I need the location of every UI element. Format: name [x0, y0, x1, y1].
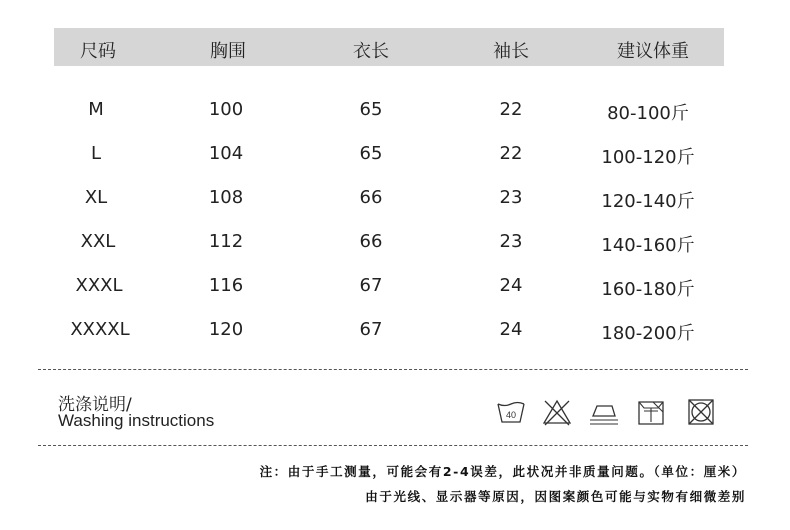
size-cell: XXXXL: [70, 319, 130, 340]
sleeve-cell: 23: [499, 231, 523, 252]
sleeve-cell: 24: [499, 319, 523, 340]
length-cell: 67: [359, 275, 383, 296]
wash-40-icon: [496, 398, 526, 426]
weight-cell: 120-140斤: [601, 191, 695, 212]
measurement-note: 注：由于手工测量，可能会有2-4误差，此状况并非质量问题。（单位：厘米）: [259, 464, 746, 479]
length-cell: 66: [359, 231, 383, 252]
header-length: 衣长: [353, 41, 389, 62]
washing-title-en: Washing instructions: [58, 411, 215, 430]
chest-cell: 120: [208, 319, 244, 340]
weight-cell: 100-120斤: [601, 147, 695, 168]
sleeve-cell: 22: [499, 99, 523, 120]
header-chest: 胸围: [210, 41, 246, 62]
length-cell: 65: [359, 99, 383, 120]
size-cell: XL: [84, 187, 108, 208]
no-tumble-dry-icon: [686, 398, 716, 426]
low-iron-icon: [588, 398, 620, 426]
size-cell: XXXL: [75, 275, 123, 296]
length-cell: 67: [359, 319, 383, 340]
chest-cell: 112: [208, 231, 244, 252]
dashed-divider-top: [38, 369, 748, 370]
length-cell: 65: [359, 143, 383, 164]
no-bleach-icon: [542, 398, 572, 426]
header-size: 尺码: [80, 41, 116, 62]
weight-cell: 180-200斤: [601, 323, 695, 344]
weight-cell: 80-100斤: [607, 103, 689, 124]
weight-cell: 140-160斤: [601, 235, 695, 256]
chest-cell: 100: [208, 99, 244, 120]
header-weight: 建议体重: [617, 41, 689, 62]
sleeve-cell: 23: [499, 187, 523, 208]
chest-cell: 108: [208, 187, 244, 208]
size-cell: M: [88, 99, 104, 120]
weight-cell: 160-180斤: [601, 279, 695, 300]
sleeve-cell: 22: [499, 143, 523, 164]
line-dry-shade-icon: [636, 398, 666, 426]
wash-temp-label: 40: [505, 410, 517, 420]
size-cell: L: [90, 143, 102, 164]
size-cell: XXL: [80, 231, 116, 252]
length-cell: 66: [359, 187, 383, 208]
dashed-divider-bottom: [38, 445, 748, 446]
header-sleeve: 袖长: [493, 41, 529, 62]
sleeve-cell: 24: [499, 275, 523, 296]
color-note: 由于光线、显示器等原因，因图案颜色可能与实物有细微差别: [365, 489, 746, 504]
washing-title-cn: 洗涤说明/: [58, 395, 132, 415]
chest-cell: 116: [208, 275, 244, 296]
chest-cell: 104: [208, 143, 244, 164]
